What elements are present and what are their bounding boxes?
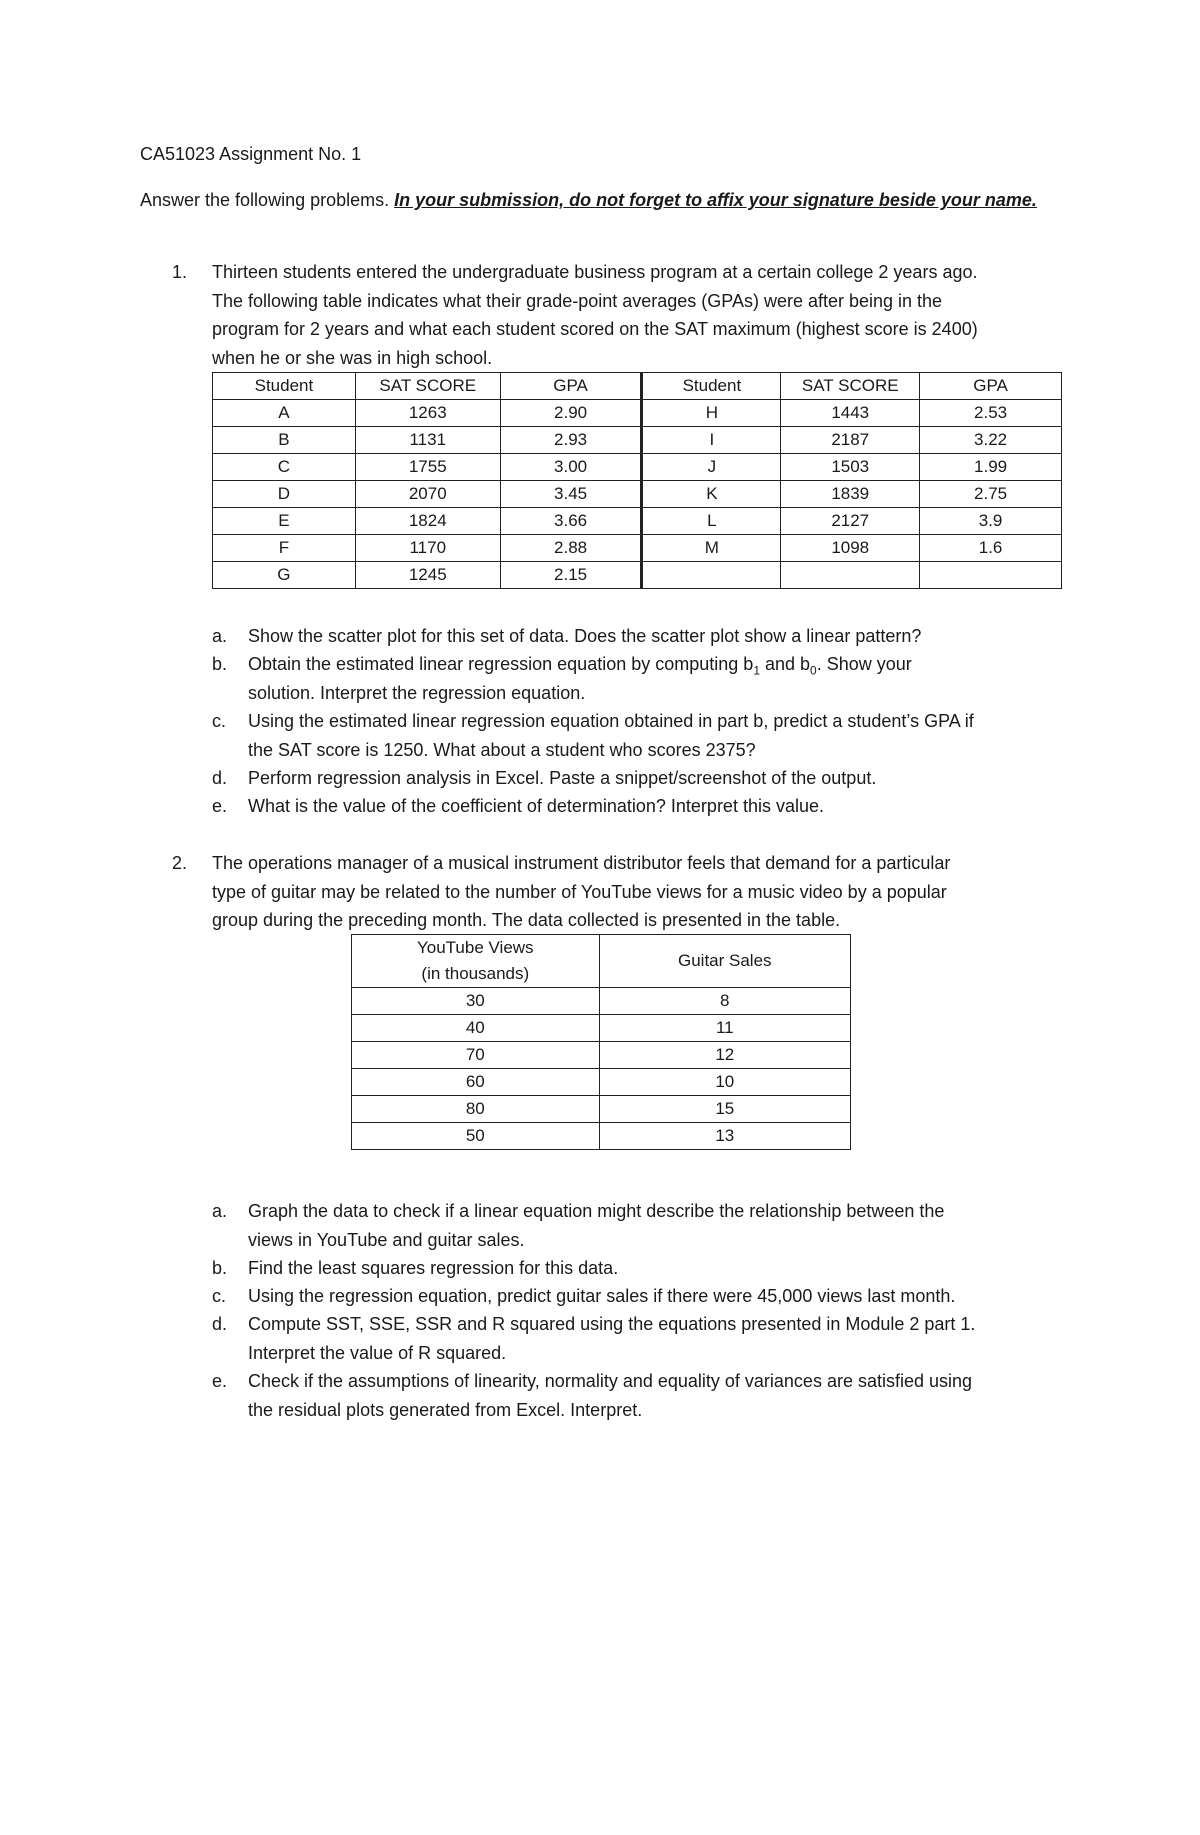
table-cell: 1131 bbox=[355, 427, 500, 454]
table-cell: 50 bbox=[352, 1123, 600, 1150]
question-text bbox=[248, 1310, 1060, 1367]
question-letter: a. bbox=[212, 1201, 228, 1221]
table-cell: A bbox=[213, 400, 356, 427]
table-row bbox=[213, 535, 1062, 562]
table-cell: 2070 bbox=[355, 481, 500, 508]
table-row bbox=[213, 427, 1062, 454]
problem-1-line: The following table indicates what their grade-point averages (GPAs) were after being in the bbox=[212, 290, 943, 311]
table-cell: H bbox=[642, 400, 781, 427]
problem-1-text bbox=[212, 258, 1062, 372]
question-text bbox=[248, 650, 1060, 707]
table-cell bbox=[642, 562, 781, 589]
table-header-cell: GPA bbox=[500, 373, 642, 400]
question-letter: a. bbox=[212, 626, 228, 646]
table-cell: 1263 bbox=[355, 400, 500, 427]
question-letter: e. bbox=[212, 1371, 228, 1391]
table-cell: 2.75 bbox=[920, 481, 1062, 508]
table-cell: M bbox=[642, 535, 781, 562]
question-letter: b. bbox=[212, 654, 228, 674]
problem-2-text bbox=[212, 849, 1062, 935]
table-cell: 2.15 bbox=[500, 562, 642, 589]
table-cell: G bbox=[213, 562, 356, 589]
problem-2-line: The operations manager of a musical instrument distributor feels that demand for a particular bbox=[212, 853, 951, 873]
question-text-part: Obtain the estimated linear regression equation by computing b bbox=[248, 654, 754, 674]
problem-1-number: 1. bbox=[172, 262, 188, 282]
table-header-cell: Student bbox=[213, 373, 356, 400]
table-header-cell: GPA bbox=[920, 373, 1062, 400]
question-text-line: Using the estimated linear regression equation obtained in part b, predict a student’s GPA if bbox=[248, 711, 974, 731]
table-row bbox=[352, 1042, 851, 1069]
question-text-line: Interpret the value of R squared. bbox=[248, 1342, 507, 1363]
problem-1-line: when he or she was in high school. bbox=[212, 347, 493, 368]
question-text-line: Compute SST, SSE, SSR and R squared using the equations presented in Module 2 part 1. bbox=[248, 1314, 976, 1334]
table-row bbox=[213, 562, 1062, 589]
question-text: Perform regression analysis in Excel. Paste a snippet/screenshot of the output. bbox=[248, 768, 877, 788]
table-cell: 3.66 bbox=[500, 508, 642, 535]
table-header-cell: SAT SCORE bbox=[355, 373, 500, 400]
instruction-paragraph bbox=[140, 186, 1060, 215]
table-header-row bbox=[352, 935, 851, 988]
document-title: CA51023 Assignment No. 1 bbox=[140, 144, 362, 164]
problem-2-number: 2. bbox=[172, 853, 188, 873]
table-row bbox=[352, 1015, 851, 1042]
table-cell: 1839 bbox=[781, 481, 920, 508]
table-cell: B bbox=[213, 427, 356, 454]
question-text: What is the value of the coefficient of determination? Interpret this value. bbox=[248, 796, 824, 816]
table-row bbox=[213, 400, 1062, 427]
table-cell: 2.90 bbox=[500, 400, 642, 427]
table-cell: 2.93 bbox=[500, 427, 642, 454]
table-row bbox=[213, 508, 1062, 535]
table-cell: 2187 bbox=[781, 427, 920, 454]
question-text bbox=[248, 1197, 1060, 1254]
table-cell bbox=[781, 562, 920, 589]
question-text-line: views in YouTube and guitar sales. bbox=[248, 1229, 525, 1250]
header-line: (in thousands) bbox=[421, 964, 530, 983]
table-cell: 40 bbox=[352, 1015, 600, 1042]
table-cell: 11 bbox=[599, 1015, 850, 1042]
table-cell: 12 bbox=[599, 1042, 850, 1069]
table-cell: 60 bbox=[352, 1069, 600, 1096]
question-text-line: Graph the data to check if a linear equation might describe the relationship between the bbox=[248, 1201, 945, 1221]
question-text: Show the scatter plot for this set of data. Does the scatter plot show a linear pattern? bbox=[248, 626, 922, 646]
table-row bbox=[352, 1069, 851, 1096]
table-header-cell: Guitar Sales bbox=[599, 935, 850, 988]
sat-gpa-table bbox=[212, 372, 1062, 589]
table-cell: 8 bbox=[599, 988, 850, 1015]
youtube-guitar-table bbox=[351, 934, 851, 1150]
question-text-line: the residual plots generated from Excel. Interpret. bbox=[248, 1399, 643, 1420]
table-cell: 1503 bbox=[781, 454, 920, 481]
question-text bbox=[248, 707, 1060, 764]
question-letter: c. bbox=[212, 1286, 227, 1306]
table-cell: 3.45 bbox=[500, 481, 642, 508]
table-cell: 1443 bbox=[781, 400, 920, 427]
header-line: YouTube Views bbox=[416, 938, 534, 957]
table-row bbox=[213, 454, 1062, 481]
question-text-line: Check if the assumptions of linearity, normality and equality of variances are satisfied using bbox=[248, 1371, 973, 1391]
table-row bbox=[352, 1123, 851, 1150]
table-cell: K bbox=[642, 481, 781, 508]
table-cell: I bbox=[642, 427, 781, 454]
table-cell: 13 bbox=[599, 1123, 850, 1150]
table-cell bbox=[920, 562, 1062, 589]
table-header-cell: SAT SCORE bbox=[781, 373, 920, 400]
problem-2-line: group during the preceding month. The data collected is presented in the table. bbox=[212, 910, 841, 930]
problem-1-line: Thirteen students entered the undergraduate business program at a certain college 2 years ago. bbox=[212, 262, 978, 282]
table-cell: J bbox=[642, 454, 781, 481]
table-cell: C bbox=[213, 454, 356, 481]
table-row bbox=[213, 481, 1062, 508]
table-row bbox=[352, 1096, 851, 1123]
table-cell: 1824 bbox=[355, 508, 500, 535]
table-cell: 3.00 bbox=[500, 454, 642, 481]
table-header-row bbox=[213, 373, 1062, 400]
question-text-line: the SAT score is 1250. What about a student who scores 2375? bbox=[248, 739, 756, 760]
table-cell: 10 bbox=[599, 1069, 850, 1096]
table-cell: 80 bbox=[352, 1096, 600, 1123]
table-cell: 1098 bbox=[781, 535, 920, 562]
instruction-text: Answer the following problems. bbox=[140, 190, 395, 210]
table-cell: 1245 bbox=[355, 562, 500, 589]
table-cell: 15 bbox=[599, 1096, 850, 1123]
problem-1-line: program for 2 years and what each student scored on the SAT maximum (highest score is 2400) bbox=[212, 319, 978, 339]
table-cell: 2.53 bbox=[920, 400, 1062, 427]
table-cell: 70 bbox=[352, 1042, 600, 1069]
table-header-cell bbox=[352, 935, 600, 988]
table-cell: 1755 bbox=[355, 454, 500, 481]
question-letter: e. bbox=[212, 796, 228, 816]
question-text bbox=[248, 1367, 1060, 1424]
table-cell: F bbox=[213, 535, 356, 562]
table-cell: 2127 bbox=[781, 508, 920, 535]
subscript: 0 bbox=[810, 663, 817, 678]
problem-2-line: type of guitar may be related to the number of YouTube views for a music video by a popular bbox=[212, 881, 947, 902]
question-text-part: . Show your bbox=[816, 654, 912, 674]
table-cell: 2.88 bbox=[500, 535, 642, 562]
question-letter: d. bbox=[212, 1314, 228, 1334]
table-cell: E bbox=[213, 508, 356, 535]
table-cell: 3.22 bbox=[920, 427, 1062, 454]
table-cell: 1170 bbox=[355, 535, 500, 562]
table-cell: 1.99 bbox=[920, 454, 1062, 481]
instruction-emphasis: In your submission, do not forget to affix your signature beside your name. bbox=[394, 190, 1037, 210]
table-cell: L bbox=[642, 508, 781, 535]
question-text: Find the least squares regression for this data. bbox=[248, 1258, 619, 1278]
table-header-cell: Student bbox=[642, 373, 781, 400]
question-letter: d. bbox=[212, 768, 228, 788]
question-letter: c. bbox=[212, 711, 227, 731]
table-cell: 1.6 bbox=[920, 535, 1062, 562]
table-cell: 3.9 bbox=[920, 508, 1062, 535]
subscript: 1 bbox=[753, 663, 760, 678]
table-cell: 30 bbox=[352, 988, 600, 1015]
table-cell: D bbox=[213, 481, 356, 508]
question-letter: b. bbox=[212, 1258, 228, 1278]
question-text-part: and b bbox=[760, 654, 811, 674]
question-text-line: solution. Interpret the regression equation. bbox=[248, 682, 586, 703]
table-row bbox=[352, 988, 851, 1015]
question-text: Using the regression equation, predict guitar sales if there were 45,000 views last month. bbox=[248, 1286, 956, 1306]
